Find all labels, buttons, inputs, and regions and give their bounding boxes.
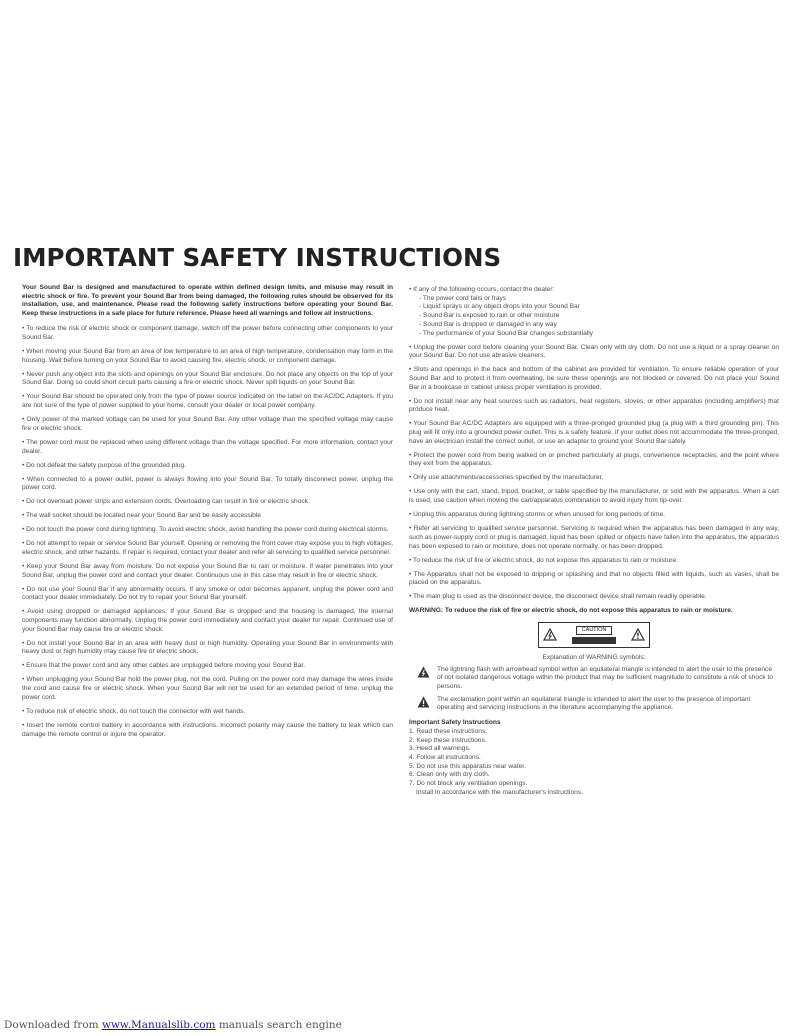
safety-item: • Unplug this apparatus during lightning storms or when unused for long periods of time. <box>409 511 665 519</box>
left-column <box>22 284 393 745</box>
numbered-instruction: 4. Follow all instructions. <box>409 753 481 761</box>
exclamation-triangle-icon <box>417 696 430 708</box>
dealer-condition: - The power cord fails or frays <box>419 294 507 302</box>
safety-item: • The Apparatus shall not be exposed to dripping or splashing and that no objects filled with liquids, such as vases, shall be placed on the apparatus. <box>409 570 779 587</box>
footer-suffix: manuals search engine <box>215 1019 342 1031</box>
numbered-instruction: 6. Clean only with dry cloth. <box>409 771 490 779</box>
safety-item: • Only power of the marked voltage can be used for your Sound Bar. Any other voltage than the specified voltage may cause fire or electric shock. <box>22 416 393 432</box>
left-safety-list <box>22 325 393 739</box>
safety-item: • The main plug is used as the disconnect device, the disconnect device shall remain readily operable. <box>409 593 707 601</box>
safety-item: • Use only with the cart, stand, tripod, bracket, or table specified by the manufacturer, or sold with the apparatus. When a cart is used, use caution when moving the cart/apparatus combination to avoid injury from tip-over. <box>409 488 779 505</box>
numbered-instruction: 1. Read these instructions. <box>409 727 488 735</box>
safety-item: • Your Sound Bar AC/DC Adapters are equipped with a three-pronged grounded plug (a plug with a third grounding pin). This plug will fit only into a grounded power outlet. This is a safety feature. If your outlet does not accommodate the three-pronged, have an electrician install the correct outlet, or use an adapter to ground your Sound Bar safely. <box>409 420 779 445</box>
footer-prefix: Downloaded from <box>4 1019 102 1031</box>
safety-item: • Keep your Sound Bar away from moisture. Do not expose your Sound Bar to rain or moisture. If water penetrates into your Sound Bar, unplug the power cord and contact your dealer. Continuous use in this case may result in fire or electric shock. <box>22 562 393 579</box>
numbered-instruction: 5. Do not use this apparatus near water. <box>409 762 526 770</box>
dealer-conditions-block <box>409 286 779 338</box>
safety-item: • Never push any object into the slots and openings on your Sound Bar enclosure. Do not place any objects on the top of your Sound Bar. Doing so could short circuit parts causing a fire or electric shock. Never spill liquids on your Sound Bar. <box>22 370 393 387</box>
safety-item: • When moving your Sound Bar from an area of low temperature to an area of high temperature, condensation may form in the housing. Wait before turning on your Sound Bar to avoid causing fire, electric shock, or component damage. <box>22 348 393 364</box>
safety-item: • Slots and openings in the back and bottom of the cabinet are provided for ventilation. To ensure reliable operation of your Sound Bar and to protect it from overheating, be sure these openings are not blocked or covered. Do not place your Sound Bar in a bookcase or cabinet unless proper ventilation is provided. <box>409 366 779 391</box>
important-list-title: Important Safety Instructions <box>409 719 501 727</box>
safety-item: • Avoid using dropped or damaged appliances. If your Sound Bar is dropped and the housing is damaged, the internal components may function abnormally. Unplug the power cord immediately and contact your dealer for repair. Continued use of your Sound Bar may cause fire or electric shock. <box>22 608 393 633</box>
safety-item: • Insert the remote control battery in accordance with instructions. Incorrect polarity may cause the battery to leak which can damage the remote control or injure the operator. <box>22 721 393 738</box>
safety-item: • Do not touch the power cord during lightning. To avoid electric shock, avoid handling the power cord during electrical storms. <box>22 526 389 534</box>
safety-item: • Do not overload power strips and extension cords. Overloading can result in fire or electric shock. <box>22 498 310 506</box>
safety-item: • To reduce risk of electric shock, do not touch the connector with wet hands. <box>22 707 246 715</box>
safety-item: • Refer all servicing to qualified service personnel. Servicing is required when the apparatus has been damaged in any way, such as power-supply cord or plug is damaged, liquid has been spilled or objects have fallen into the apparatus, the apparatus has been exposed to rain or moisture, does not operate normally, or has been dropped. <box>409 525 779 550</box>
numbered-instruction-continuation: Install in accordance with the manufacturer's instructions. <box>416 788 583 796</box>
numbered-instruction: 2. Keep these instructions. <box>409 736 487 744</box>
symbols-explanation-title: Explanation of WARNING symbols: <box>542 653 646 661</box>
safety-item: • Protect the power cord from being walked on or pinched particularly at plugs, convenience receptacles, and the point where they exit from the apparatus. <box>409 451 779 468</box>
safety-item: • Your Sound Bar should be operated only from the type of power source indicated on the label on the AC/DC Adapters. If you are not sure of the type of power supplied to your home, consult your dealer or local power company. <box>22 393 393 410</box>
safety-item: • Do not use your Sound Bar if any abnormality occurs. If any smoke or odor becomes apparent, unplug the power cord and contact your dealer immediately. Do not try to repair your Sound Bar yourself. <box>22 585 393 602</box>
warning-statement: WARNING: To reduce the risk of fire or electric shock, do not expose this apparatus to rain or moisture. <box>409 607 733 615</box>
numbered-instruction: 7. Do not block any ventilation openings. <box>409 780 528 788</box>
lightning-symbol-text: The lightning flash with arrowhead symbol within an equilateral triangle is intended to alert the user to the presence of not isolated dangerous voltage within the product that may be sufficient magnitude to constitute a risk of shock to persons. <box>437 665 773 691</box>
caution-label-graphic <box>538 622 650 648</box>
safety-item: • Only use attachments/accessories specified by the manufacturer. <box>409 474 604 482</box>
exclamation-symbol-explanation <box>409 696 779 713</box>
safety-item: • When connected to a power outlet, power is always flowing into your Sound Bar. To totally disconnect power, unplug the power cord. <box>22 475 393 492</box>
safety-item: • The wall socket should be located near your Sound Bar and be easily accessible <box>22 512 261 520</box>
safety-item: • Do not defeat the safety purpose of the grounded plug. <box>22 461 186 469</box>
lightning-triangle-icon <box>417 666 430 678</box>
dealer-condition: - Sound Bar is dropped or damaged in any way <box>419 320 557 328</box>
safety-item: • Do not attempt to repair or service Sound Bar yourself. Opening or removing the front cover may expose you to high voltages, electric shock, and other hazards. If repair is required, contact your dealer and refer all servicing to qualified service personnel. <box>22 540 393 556</box>
dealer-condition: - Sound Bar is exposed to rain or other moisture <box>419 312 560 320</box>
exclamation-warning-icon <box>631 628 645 641</box>
numbered-instruction: 3. Heed all warnings. <box>409 745 471 753</box>
safety-item: • To reduce the risk of fire or electric shock, do not expose this apparatus to rain or moisture. <box>409 556 678 564</box>
download-footer <box>4 1019 342 1031</box>
safety-item: • When unplugging your Sound Bar hold the power plug, not the cord. Pulling on the power cord may damage the wires inside the cord and cause fire or electric shock. When your Sound Bar will not be used for an extended period of time, unplug the power cord. <box>22 676 393 701</box>
manualslib-link[interactable]: www.Manualslib.com <box>101 1019 216 1031</box>
safety-item: • Unplug the power cord before cleaning your Sound Bar. Clean only with dry cloth. Do not use a liquid or a spray cleaner on your Sound Bar. Do not use abrasive cleaners. <box>409 343 779 360</box>
safety-item: • Ensure that the power cord and any other cables are unplugged before moving your Sound Bar. <box>22 662 306 670</box>
intro-paragraph: Your Sound Bar is designed and manufactured to operate within defined design limits, and misuse may result in electric shock or fire. To prevent your Sound Bar from being damaged, the following rules should be observed for its installation, use, and maintenance. Please read the following safety instructions before operating your Sound Bar. Keep these instructions in a safe place for future reference. Please heed all warnings and follow all instructions. <box>22 284 393 318</box>
safety-item: • To reduce the risk of electric shock or component damage, switch off the power before connecting other components to your Sound Bar. <box>22 325 393 342</box>
safety-item: • Do not install near any heat sources such as radiators, heat registers, stoves, or other apparatus (including amplifiers) that produce heat. <box>409 397 779 414</box>
exclamation-symbol-text: The exclamation point within an equilateral triangle is intended to alert the user to the presence of important operating and servicing instructions in the literature accompanying the appliance. <box>437 695 751 712</box>
caution-label: CAUTION <box>576 626 613 635</box>
dealer-intro: • If any of the following occurs, contact the dealer: <box>409 286 555 293</box>
right-column <box>409 286 779 798</box>
lightning-warning-icon <box>543 628 557 641</box>
dealer-condition: - The performance of your Sound Bar changes substantially <box>419 329 593 337</box>
dealer-condition: - Liquid sprays or any object drops into your Sound Bar <box>419 303 580 311</box>
safety-item: • Do not install your Sound Bar in an area with heavy dust or high humidity. Operating your Sound Bar in environments with heavy dust or high humidity may cause fire or electric shock. <box>22 639 393 656</box>
lightning-symbol-explanation <box>409 666 779 692</box>
safety-item: • The power cord must be replaced when using different voltage than the voltage specified. For more information, contact your dealer. <box>22 438 393 455</box>
caution-fine-print <box>572 637 616 644</box>
page-title: IMPORTANT SAFETY INSTRUCTIONS <box>13 243 502 272</box>
